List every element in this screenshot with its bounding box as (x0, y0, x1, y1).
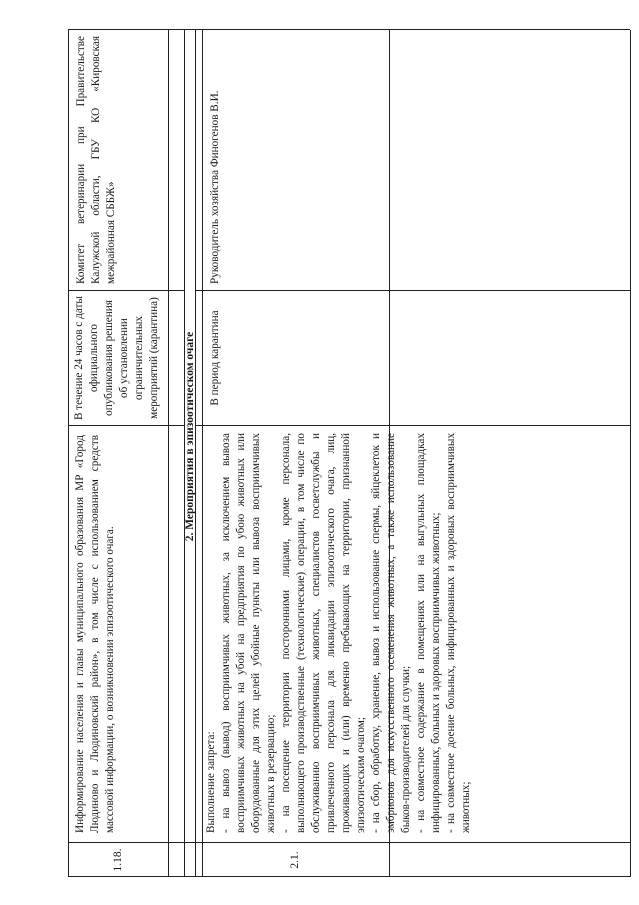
action-intro: Выполнение запрета: (205, 731, 217, 833)
table-column-line (68, 290, 184, 291)
table-column-line (195, 425, 630, 426)
deadline-text: В период карантина (209, 310, 221, 406)
table-column-line (195, 290, 630, 291)
deadline-text: В течение 24 часов с даты официального опубликования решения об установлении ограничительных мероприятий (карантина) (73, 296, 160, 420)
list-item: - на совместное содержание в помещениях или на выгульных площадках инфицированных, больных и здоровых восприимчивых животных; (415, 433, 442, 833)
action-text: Информирование населения и главы муниципального образования МР «Город Людиново и Людиновский район», в том числе с использованием средств массовой информации, о возникновении эпизоотического очага. (74, 435, 116, 833)
measures-table (68, 30, 630, 877)
list-item: - на посещение территории посторонними лицами, кроме персонала, выполняющего производственные (технологические) операции, в том числе по обслуживанию восприимчивых животных, специалистов госветслужбы и привлеченного персонала для ликвидации эпизоотического очага, лиц, проживающих и (или) временно пребывающих на территории, признанной эпизоотическим очагом; (280, 433, 367, 833)
prohibition-list (219, 433, 474, 833)
table-line (202, 30, 203, 877)
list-item: - на сбор, обработку, хранение, вывоз и использование спермы, яйцеклеток и эмбрионов для искусственного осеменения животных, а также использование быков-производителей для случки; (370, 433, 412, 833)
responsible-text: Руководитель хозяйства Финогенов В.И. (209, 90, 221, 284)
row-number: 1.18. (111, 848, 124, 872)
action-cell (204, 433, 474, 833)
table-border-top (68, 30, 69, 877)
row-number: 2.1. (289, 851, 301, 869)
responsible-text: Комитет ветеринарии при Правительстве Калужской области, ГБУ КО «Кировская межрайонная СББЖ» (75, 36, 117, 284)
table-line (168, 30, 169, 877)
table-border-bottom (630, 30, 631, 877)
table-column-line (68, 425, 184, 426)
list-item: - на совместное доение больных, инфицированных и здоровых восприимчивых животных; (445, 433, 472, 833)
table-border-right (68, 29, 630, 30)
list-item: - на вывоз (вывод) восприимчивых животных, за исключением вывоза восприимчивых животных на убой на предприятия по убою животных или оборудованные для этих целей убойные пункты или вывоза восприимчивых животных в резервацию; (220, 433, 277, 833)
section-title: 2. Мероприятия в эпизоотическом очаге (184, 331, 196, 542)
